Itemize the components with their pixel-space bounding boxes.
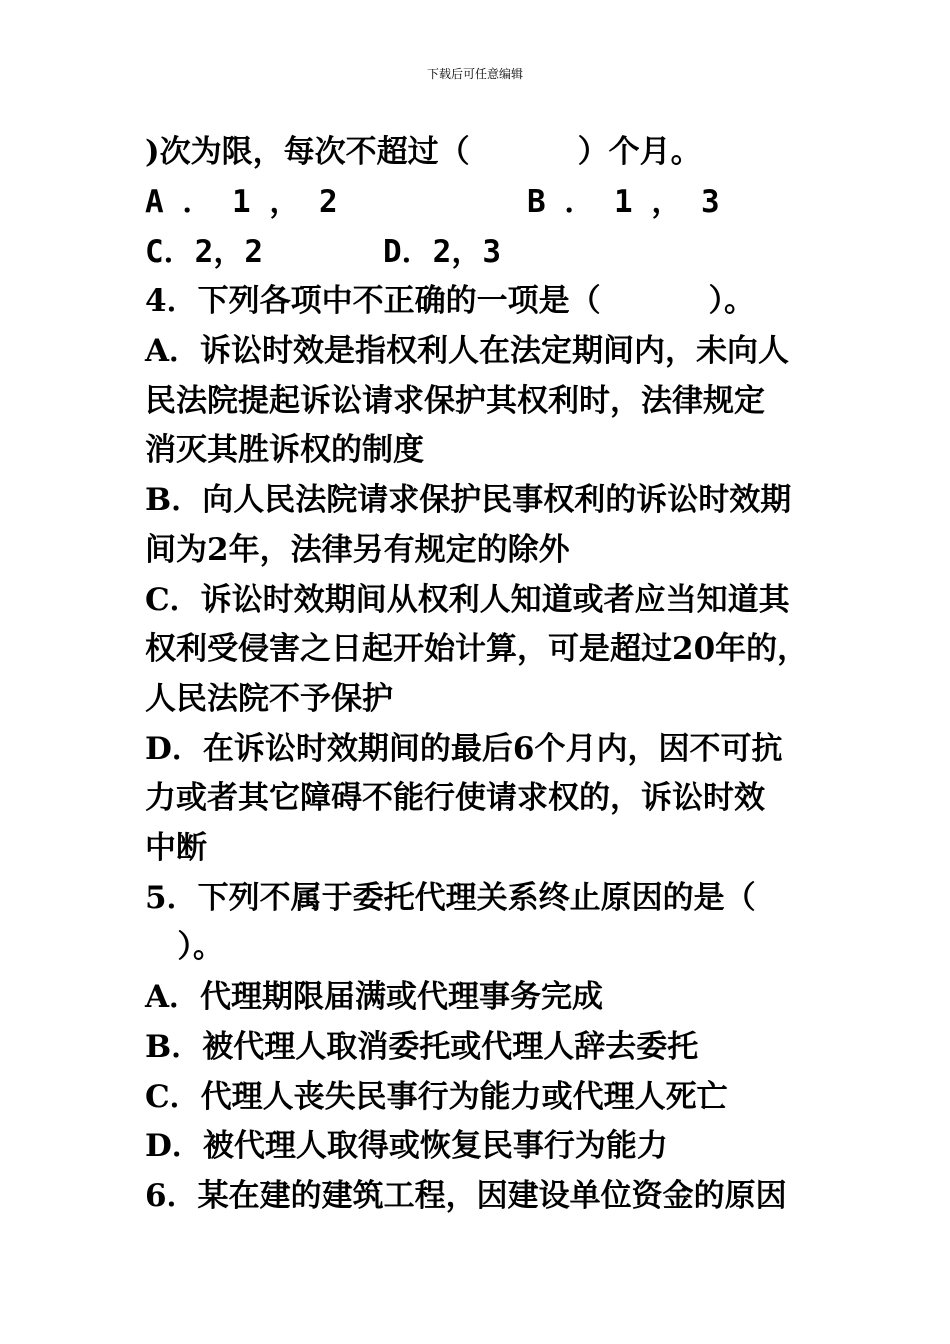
- option-d-q3: D．2，3: [383, 234, 501, 270]
- option-d-q5: D．被代理人取得或恢复民事行为能力: [145, 1128, 668, 1164]
- question-4: 4．下列各项中不正确的一项是（ ）。: [145, 283, 755, 319]
- text-line: 权利受侵害之日起开始计算，可是超过20年的，: [145, 631, 809, 667]
- text-line: 力或者其它障碍不能行使请求权的，诉讼时效: [145, 780, 765, 816]
- option-a-q3: A ． 1 ， 2: [145, 184, 338, 220]
- question-6: 6．某在建的建筑工程，因建设单位资金的原因: [145, 1178, 787, 1214]
- option-a-q5: A．代理期限届满或代理事务完成: [145, 979, 604, 1015]
- option-c-q4: C．诉讼时效期间从权利人知道或者应当知道其: [145, 582, 790, 618]
- option-c-q3: C．2，2: [145, 234, 263, 270]
- page-header: 下载后可任意编辑: [426, 67, 523, 81]
- text-line: 民法院提起诉讼请求保护其权利时，法律规定: [145, 383, 765, 419]
- text-line: 消灭其胜诉权的制度: [145, 432, 424, 468]
- question-5: 5．下列不属于委托代理关系终止原因的是（: [145, 880, 756, 916]
- text-line: ）。: [145, 929, 224, 965]
- option-b-q4: B．向人民法院请求保护民事权利的诉讼时效期: [145, 482, 792, 518]
- option-b-q5: B．被代理人取消委托或代理人辞去委托: [145, 1029, 699, 1065]
- option-b-q3: B ． 1 ， 3: [527, 184, 720, 220]
- option-a-q4: A．诉讼时效是指权利人在法定期间内，未向人: [145, 333, 790, 369]
- option-d-q4: D．在诉讼时效期间的最后6个月内，因不可抗: [145, 731, 783, 767]
- text-line: 中断: [145, 830, 207, 866]
- text-line: 人民法院不予保护: [145, 681, 393, 717]
- text-line: )次为限，每次不超过（ ）个月。: [145, 134, 702, 170]
- option-c-q5: C．代理人丧失民事行为能力或代理人死亡: [145, 1079, 728, 1115]
- text-line: 间为2年，法律另有规定的除外: [145, 532, 570, 568]
